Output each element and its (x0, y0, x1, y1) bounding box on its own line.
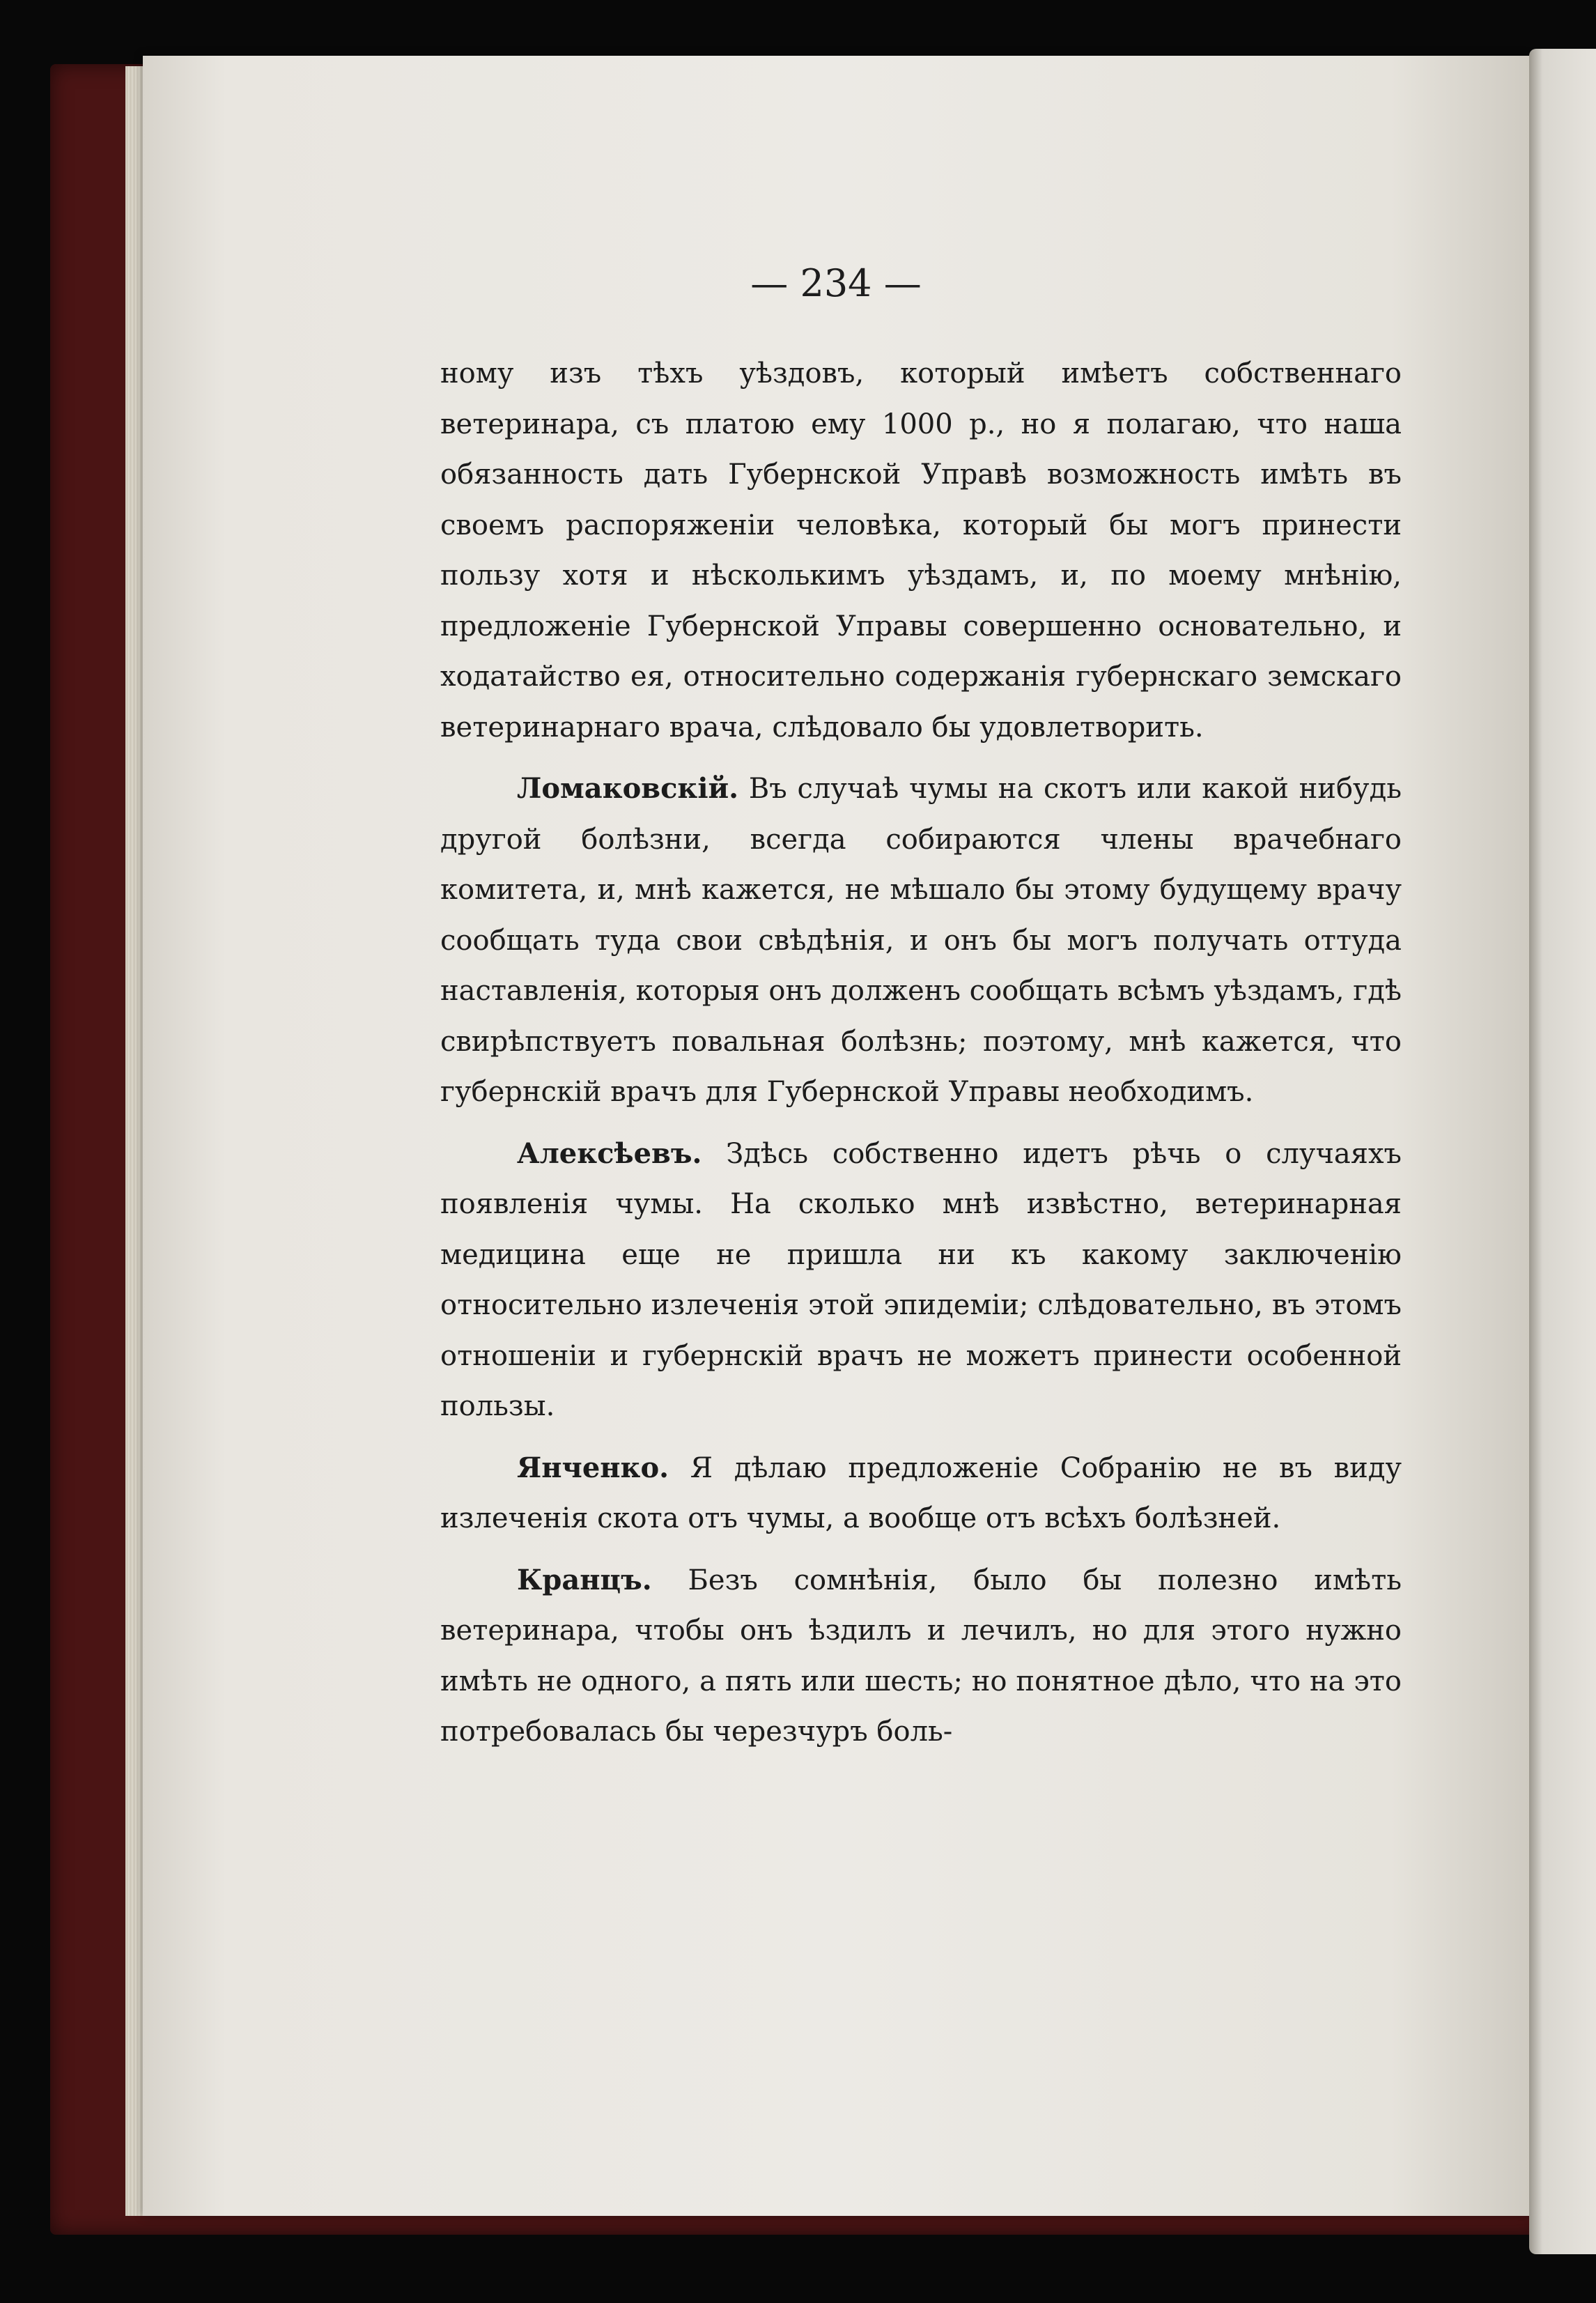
paragraph-text: Я дѣлаю предложеніе Собранію не въ виду излеченія скота отъ чумы, а вообще отъ всѣхъ болѣзней. (440, 1451, 1402, 1534)
paragraph-text: ному изъ тѣхъ уѣздовъ, который имѣетъ собственнаго ветеринара, съ платою ему 1000 р., но я полагаю, что наша обязанность дать Губернской Управѣ возможность имѣть въ своемъ распоряженіи человѣка, который бы могъ принести пользу хотя и нѣсколькимъ уѣздамъ, и, по моему мнѣнію, предложеніе Губернской Управы совершенно основательно, и ходатайство ея, относительно содержанія губернскаго земскаго ветеринарнаго врача, слѣдовало бы удовлетворить. (440, 357, 1402, 744)
page-body (440, 348, 1402, 1757)
paragraph-text: Здѣсь собственно идетъ рѣчь о случаяхъ появленія чумы. На сколько мнѣ извѣстно, ветеринарная медицина еще не пришла ни къ какому заключенію относительно излеченія этой эпидеміи; слѣдовательно, въ этомъ отношеніи и губернскій врачъ не можетъ принести особенной пользы. (440, 1137, 1402, 1422)
facing-page-edge (1529, 49, 1596, 2254)
paragraph-text: Безъ сомнѣнія, было бы полезно имѣть ветеринара, чтобы онъ ѣздилъ и лечилъ, но для этого нужно имѣть не одного, а пять или шесть; но понятное дѣло, что на это потребовалась бы черезчуръ боль- (440, 1564, 1402, 1748)
paragraph-text: Въ случаѣ чумы на скотъ или какой нибудь другой болѣзни, всегда собираются члены врачебнаго комитета, и, мнѣ кажется, не мѣшало бы этому будущему врачу сообщать туда свои свѣдѣнія, и онъ бы могъ получать оттуда наставленія, которыя онъ долженъ сообщать всѣмъ уѣздамъ, гдѣ свирѣпствуетъ повальная болѣзнь; поэтому, мнѣ кажется, что губернскій врачъ для Губернской Управы необходимъ. (440, 773, 1402, 1108)
paragraph (440, 764, 1402, 1118)
page-number: — 234 — (750, 261, 922, 305)
speaker-name: Янченко. (517, 1451, 669, 1484)
speaker-name: Ломаковскій. (517, 772, 739, 805)
speaker-name: Кранцъ. (517, 1563, 652, 1596)
paragraph (440, 1443, 1402, 1544)
paragraph (440, 1129, 1402, 1432)
speaker-name: Алексѣевъ. (517, 1137, 702, 1170)
paragraph (440, 348, 1402, 753)
paragraph (440, 1555, 1402, 1757)
